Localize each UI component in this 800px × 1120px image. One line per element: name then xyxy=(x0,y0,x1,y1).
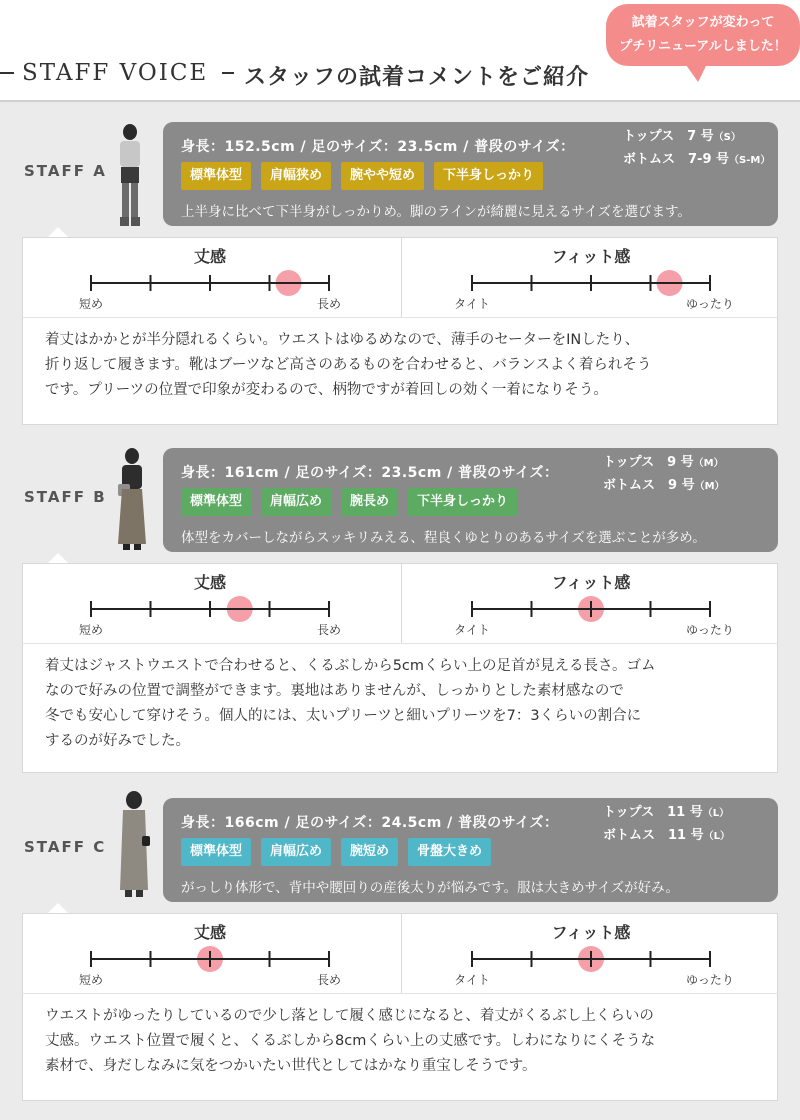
tops-size: トップス 11 号 xyxy=(603,805,703,820)
body-type-tags xyxy=(181,162,543,190)
comment-line: 丈感。ウエスト位置で履くと、くるぶしから8cmくらい上の丈感です。しわになりにくそうな xyxy=(45,1033,656,1049)
comment-line: 折り返して履きます。靴はブーツなど高さのあるものを合わせると、バランスよく着られそう xyxy=(45,357,652,373)
usual-sizes xyxy=(603,452,725,498)
usual-sizes xyxy=(623,126,770,172)
scales-box xyxy=(22,563,778,645)
scales-pointer xyxy=(48,227,68,237)
staff-info-box xyxy=(163,798,778,902)
bottoms-size: ボトムス 9 号 xyxy=(603,478,695,493)
staff-comment xyxy=(22,993,778,1101)
scale-right-label: 長め xyxy=(316,297,342,311)
scale-right-label: ゆったり xyxy=(686,297,734,311)
scale-title: 丈感 xyxy=(193,573,227,592)
comment-line: ウエストがゆったりしているので少し落として履く感じになると、着丈がくるぶし上くらいの xyxy=(45,1008,654,1024)
scale-left-label: タイト xyxy=(454,973,490,987)
usual-sizes xyxy=(603,802,730,848)
comment-line: なので好みの位置で調整ができます。裏地はありませんが、しっかりとした素材感なので xyxy=(45,683,624,699)
scales-box xyxy=(22,913,778,995)
body-tag: 標準体型 xyxy=(181,488,251,516)
scale-title: フィット感 xyxy=(551,247,631,266)
staff-label: STAFF C xyxy=(24,838,107,856)
body-tag: 標準体型 xyxy=(181,838,251,866)
staff-measurements: 身長：152.5cm / 足のサイズ：23.5cm / 普段のサイズ： xyxy=(181,139,575,155)
bubble-line: 試着スタッフが変わって xyxy=(631,15,775,30)
scale-graphic xyxy=(23,238,779,318)
header-dash xyxy=(222,72,234,74)
staff-photo xyxy=(112,446,152,554)
staff-note: 体型をカバーしながらスッキリみえる、程良くゆとりのあるサイズを選ぶことが多め。 xyxy=(181,530,706,546)
staff-label: STAFF B xyxy=(24,488,107,506)
staff-note: がっしり体形で、背中や腰回りの産後太りが悩みです。服は大きめサイズが好み。 xyxy=(181,880,679,896)
bottoms-size: ボトムス 11 号 xyxy=(603,828,704,843)
bottoms-size-letter: （M） xyxy=(694,481,725,492)
bottoms-size-letter: （S-M） xyxy=(729,155,771,166)
staff-label: STAFF A xyxy=(24,162,107,180)
tops-size-letter: （S） xyxy=(713,132,741,143)
comment-line: です。プリーツの位置で印象が変わるので、柄物ですが着回しの効く一着になりそう。 xyxy=(45,382,608,398)
staff-info-box xyxy=(163,122,778,226)
scales-pointer xyxy=(48,553,68,563)
comment-line: するのが好みでした。 xyxy=(45,733,190,749)
header-dash xyxy=(0,72,14,74)
scale-left-label: 短め xyxy=(78,623,104,637)
body-tag: 肩幅広め xyxy=(261,838,331,866)
scale-right-label: 長め xyxy=(316,623,342,637)
header-title-en: STAFF VOICE xyxy=(22,60,209,86)
scale-graphic xyxy=(23,564,779,644)
staff-photo xyxy=(110,122,150,230)
scales-box xyxy=(22,237,778,319)
body-tag: 下半身しっかり xyxy=(434,162,543,190)
comment-line: 冬でも安心して穿けそう。個人的には、太いプリーツと細いプリーツを7：3くらいの割合に xyxy=(45,708,642,724)
staff-voice-panel xyxy=(0,100,800,1120)
scales-pointer xyxy=(48,903,68,913)
scale-left-label: タイト xyxy=(454,623,490,637)
body-tag: 腕やや短め xyxy=(341,162,424,190)
body-tag: 腕長め xyxy=(341,488,398,516)
scale-right-label: 長め xyxy=(316,973,342,987)
scale-left-label: 短め xyxy=(78,973,104,987)
body-tag: 肩幅広め xyxy=(261,488,331,516)
scale-left-label: 短め xyxy=(78,297,104,311)
comment-line: 着丈はジャストウエストで合わせると、くるぶしから5cmくらい上の足首が見える長さ。ゴム xyxy=(45,658,656,674)
scale-right-label: ゆったり xyxy=(686,973,734,987)
body-tag: 標準体型 xyxy=(181,162,251,190)
scale-title: フィット感 xyxy=(551,573,631,592)
staff-measurements: 身長：166cm / 足のサイズ：24.5cm / 普段のサイズ： xyxy=(181,815,559,831)
body-type-tags xyxy=(181,488,517,516)
header-title-jp: スタッフの試着コメントをご紹介 xyxy=(244,65,590,90)
tops-size: トップス 9 号 xyxy=(603,455,694,470)
body-tag: 腕短め xyxy=(341,838,398,866)
bottoms-size: ボトムス 7-9 号 xyxy=(623,152,730,167)
comment-line: 素材で、身だしなみに気をつかいたい世代としてはかなり重宝しそうです。 xyxy=(45,1058,537,1074)
body-type-tags xyxy=(181,838,491,866)
speech-bubble xyxy=(606,4,800,66)
body-tag: 骨盤大きめ xyxy=(408,838,491,866)
scale-left-label: タイト xyxy=(454,297,490,311)
staff-info-box xyxy=(163,448,778,552)
scale-graphic xyxy=(23,914,779,994)
scale-title: 丈感 xyxy=(193,247,227,266)
body-tag: 肩幅狭め xyxy=(261,162,331,190)
scale-title: 丈感 xyxy=(193,923,227,942)
staff-note: 上半身に比べて下半身がしっかりめ。脚のラインが綺麗に見えるサイズを選びます。 xyxy=(181,204,691,220)
scale-right-label: ゆったり xyxy=(686,623,734,637)
staff-comment xyxy=(22,643,778,773)
staff-measurements: 身長：161cm / 足のサイズ：23.5cm / 普段のサイズ： xyxy=(181,465,559,481)
comment-line: 着丈はかかとが半分隠れるくらい。ウエストはゆるめなので、薄手のセーターをINしたり、 xyxy=(45,332,640,348)
scale-title: フィット感 xyxy=(551,923,631,942)
staff-comment xyxy=(22,317,778,425)
tops-size-letter: （L） xyxy=(702,808,730,819)
bubble-line: プチリニューアルしました！ xyxy=(619,39,787,54)
tops-size: トップス 7 号 xyxy=(623,129,714,144)
body-tag: 下半身しっかり xyxy=(408,488,517,516)
bottoms-size-letter: （L） xyxy=(703,831,730,842)
staff-photo xyxy=(114,790,154,902)
page-header xyxy=(0,0,800,100)
tops-size-letter: （M） xyxy=(693,458,724,469)
